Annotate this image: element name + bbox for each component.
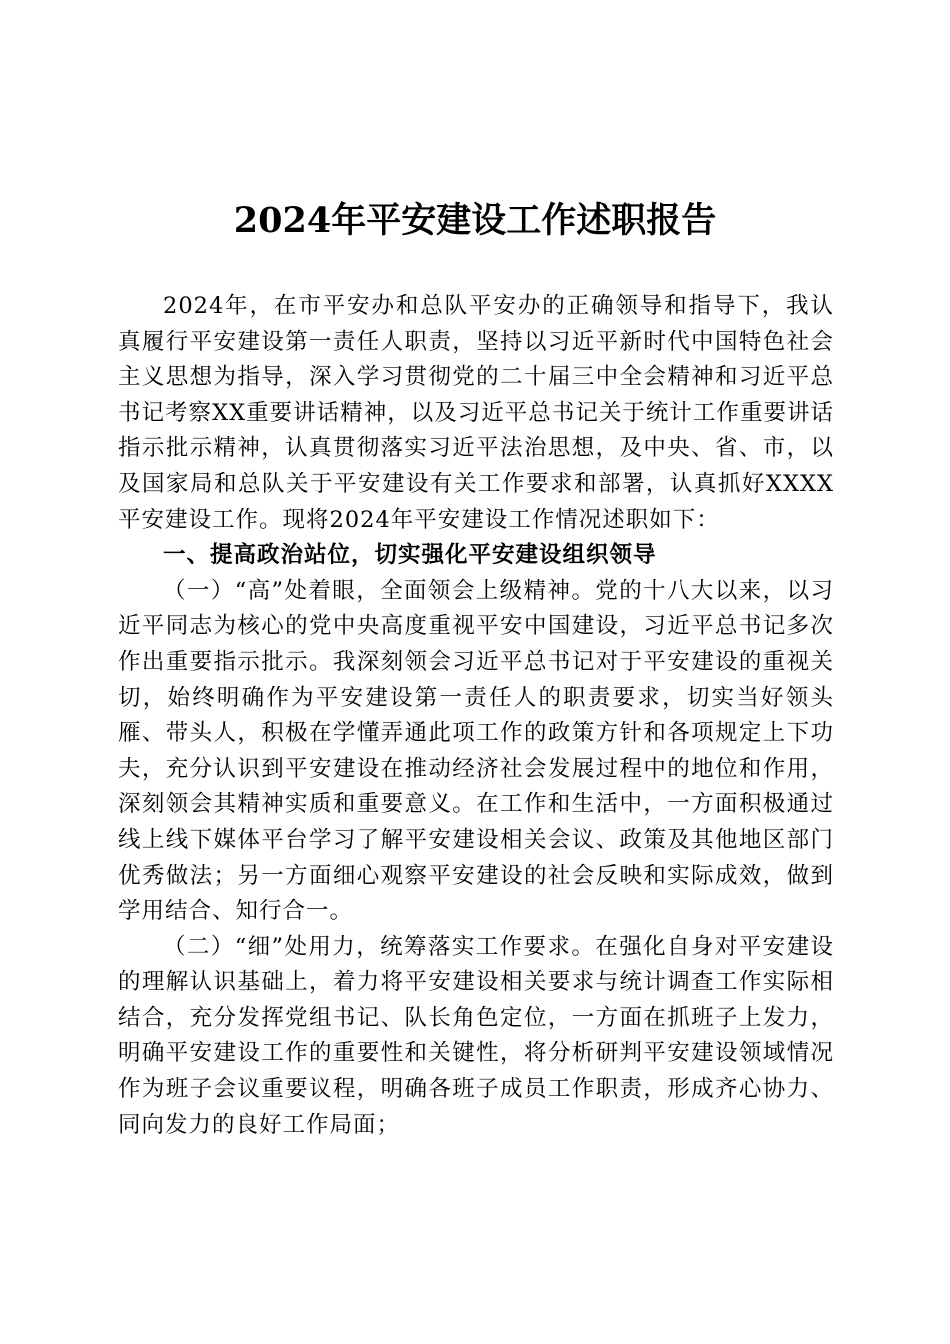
intro-paragraph: 2024年，在市平安办和总队平安办的正确领导和指导下，我认真履行平安建设第一责任人职责，坚持以习近平新时代中国特色社会主义思想为指导，深入学习贯彻党的二十届三中全会精神和习近平总书记考察XX重要讲话精神，以及习近平总书记关于统计工作重要讲话指示批示精神，认真贯彻落实习近平法治思想，及中央、省、市，以及国家局和总队关于平安建设有关工作要求和部署，认真抓好XXXX平安建设工作。现将2024年平安建设工作情况述职如下： — [118, 293, 834, 533]
section-heading: 一、提高政治站位，切实强化平安建设组织领导 — [163, 542, 657, 569]
document-body — [118, 289, 834, 1143]
subsection-text: 在强化自身对平安建设的理解认识基础上，着力将平安建设相关要求与统计调查工作实际相结合，充分发挥党组书记、队长角色定位，一方面在抓班子上发力，明确平安建设工作的重要性和关键性，将分析研判平安建设领域情况作为班子会议重要议程，明确各班子成员工作职责，形成齐心协力、同向发力的良好工作局面； — [118, 933, 834, 1138]
subsection-lead: （二）“细”处用力，统筹落实工作要求。 — [163, 933, 596, 960]
document-title: 2024年平安建设工作述职报告 — [233, 200, 717, 241]
subsection-paragraph — [118, 574, 834, 930]
subsection-text: 党的十八大以来，以习近平同志为核心的党中央高度重视平安中国建设，习近平总书记多次作出重要指示批示。我深刻领会习近平总书记对于平安建设的重视关切，始终明确作为平安建设第一责任人的职责要求，切实当好领头雁、带头人，积极在学懂弄通此项工作的政策方针和各项规定上下功夫，充分认识到平安建设在推动经济社会发展过程中的地位和作用，深刻领会其精神实质和重要意义。在工作和生活中，一方面积极通过线上线下媒体平台学习了解平安建设相关会议、政策及其他地区部门优秀做法；另一方面细心观察平安建设的社会反映和实际成效，做到学用结合、知行合一。 — [118, 577, 834, 925]
subsection-paragraph — [118, 930, 834, 1144]
subsection-lead: （一）“高”处着眼，全面领会上级精神。 — [163, 577, 596, 604]
